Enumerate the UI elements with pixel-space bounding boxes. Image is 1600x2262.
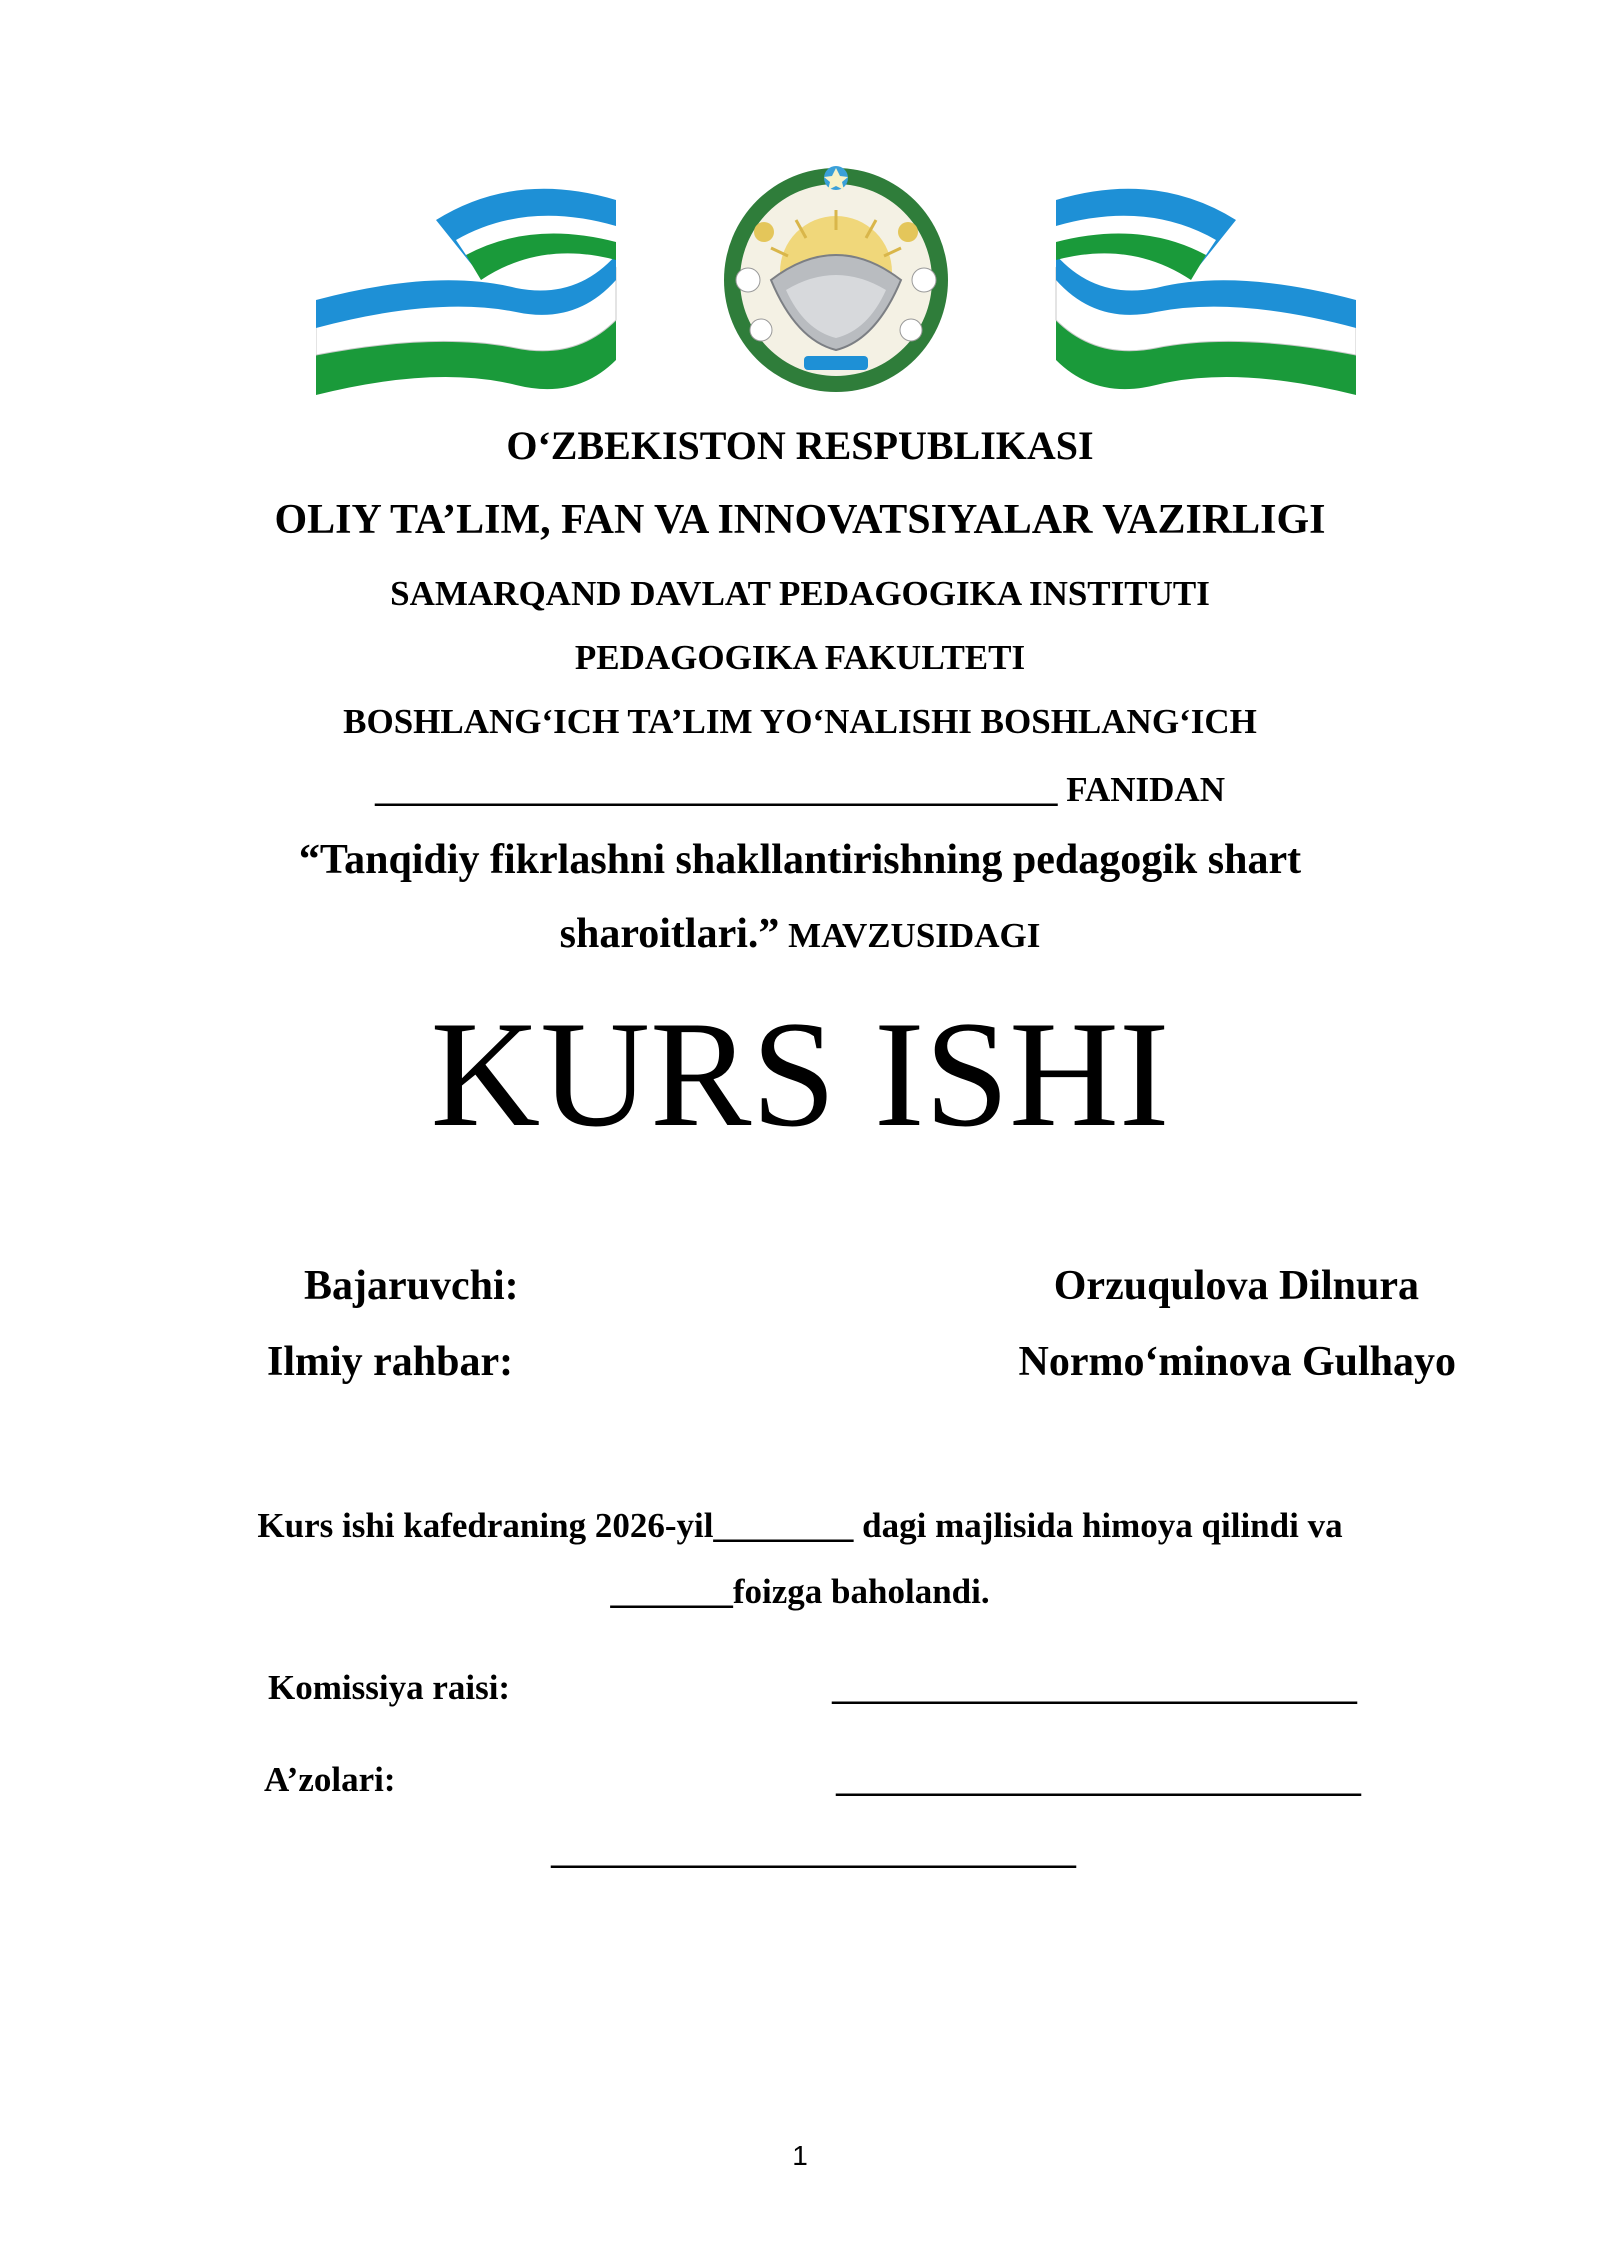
page-number: 1 [792, 2140, 808, 2171]
performer-name: Orzuqulova Dilnura [1053, 1263, 1419, 1309]
state-emblem-ribbon [316, 160, 1356, 400]
subject-suffix: FANIDAN [1057, 770, 1226, 809]
topic-line-2 [0, 910, 1600, 958]
topic-line-1: “Tanqidiy fikrlashni shakllantirishning pedagogik shart [298, 837, 1302, 883]
subject-line [0, 770, 1600, 810]
right-flag-ribbon [1056, 189, 1356, 395]
faculty-heading: PEDAGOGIKA FAKULTETI [574, 638, 1026, 677]
commission-chair-label: Komissiya raisi: [268, 1668, 511, 1707]
left-flag-ribbon [316, 189, 616, 395]
document-title: KURS ISHI [430, 990, 1170, 1158]
defense-text-line-2: _______foizga baholandi. [610, 1572, 990, 1611]
coat-of-arms [724, 166, 948, 392]
members-blank-2: ______________________________ [551, 1832, 1076, 1871]
commission-chair-blank: ______________________________ [832, 1668, 1357, 1707]
direction-heading: BOSHLANG‘ICH TA’LIM YO‘NALISHI BOSHLANG‘ICH [343, 702, 1257, 741]
performer-label: Bajaruvchi: [304, 1263, 519, 1309]
supervisor-name: Normo‘minova Gulhayo [1018, 1339, 1456, 1385]
topic-suffix: MAVZUSIDAGI [779, 916, 1041, 955]
subject-blank: _______________________________________ [374, 770, 1058, 809]
institute-heading: SAMARQAND DAVLAT PEDAGOGIKA INSTITUTI [390, 574, 1210, 613]
ministry-heading: OLIY TA’LIM, FAN VA INNOVATSIYALAR VAZIRLIGI [274, 497, 1326, 543]
republic-heading: O‘ZBEKISTON RESPUBLIKASI [506, 423, 1094, 468]
supervisor-label: Ilmiy rahbar: [267, 1339, 514, 1385]
members-label: A’zolari: [264, 1760, 396, 1799]
topic-line-2-text: sharoitlari.” [559, 911, 780, 957]
defense-text-line-1: Kurs ishi kafedraning 2026-yil________ dagi majlisida himoya qilindi va [257, 1506, 1343, 1545]
members-blank: ______________________________ [836, 1760, 1361, 1799]
